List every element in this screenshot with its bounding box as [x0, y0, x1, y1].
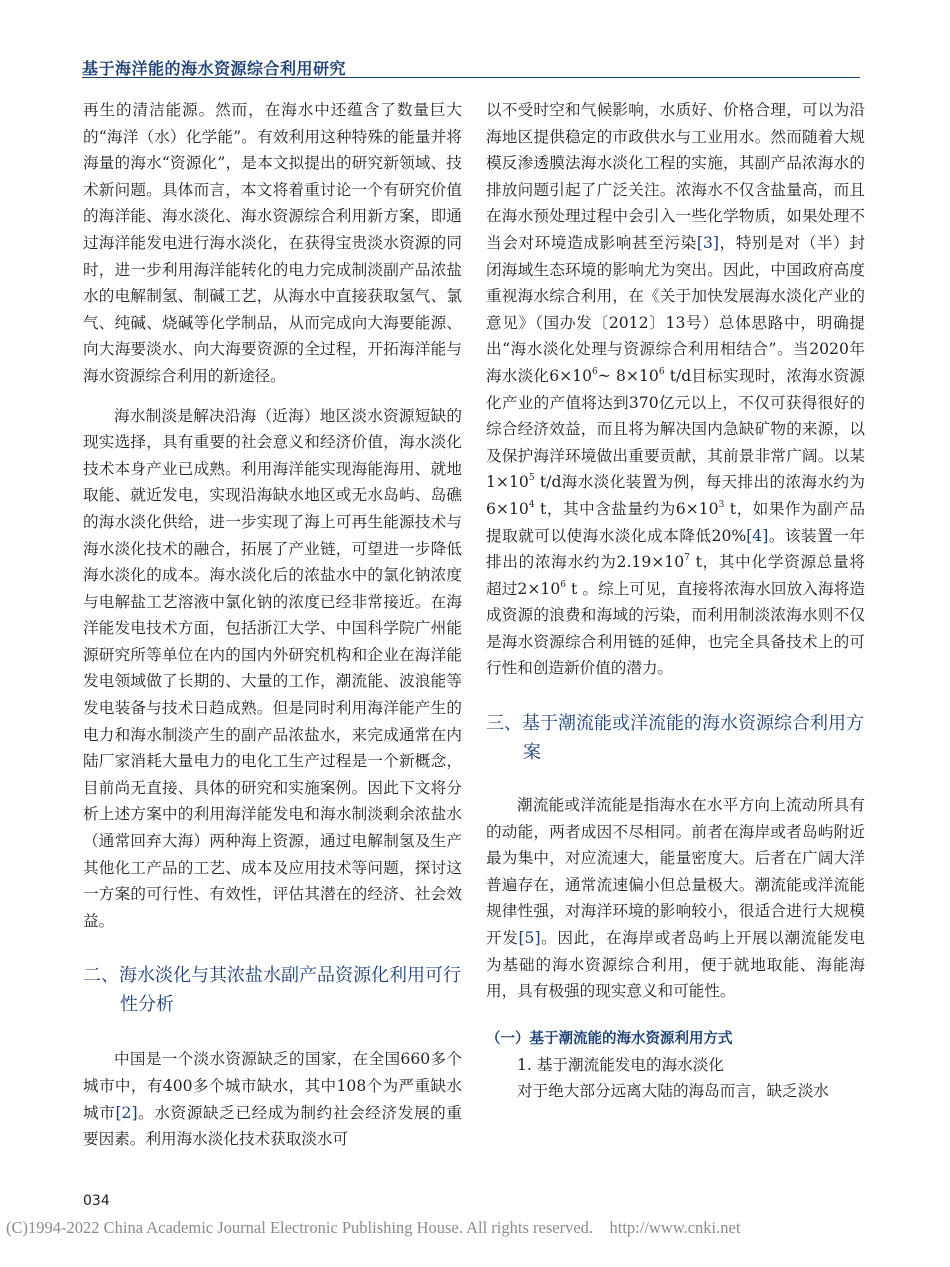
left-paragraph-3: 中国是一个淡水资源缺乏的国家，在全国660多个城市中，有400多个城市缺水，其中108个为严重缺水城市[2]。水资源缺乏已经成为制约社会经济发展的重要因素。利用海水淡化技术获取淡水可 — [83, 1050, 462, 1149]
left-paragraph-2: 海水制淡是解决沿海（近海）地区淡水资源短缺的现实选择，具有重要的社会意义和经济价值，海水淡化技术本身产业已成熟。利用海洋能实现海能海用、就地取能、就近发电，实现沿海缺水地区或无水岛屿、岛礁的海水淡化供给，进一步实现了海上可再生能源技术与海水淡化技术的融合，拓展了产业链，可望进一步降低海水淡化的成本。海水淡化后的浓盐水中的氯化钠浓度与电解盐工艺溶液中氯化钠的浓度已经非常接近。在海洋能发电技术方面，包括浙江大学、中国科学院广州能源研究所等单位在内的国内外研究机构和企业在海洋能发电领域做了长期的、大量的工作，潮流能、波浪能等发电装备与技术日趋成熟。但是同时利用海洋能产生的电力和海水制淡产生的副产品浓盐水，来完成通常在内陆厂家消耗大量电力的电化工生产过程是一个新概念，目前尚无直接、具体的研究和实施案例。因此下文将分析上述方案中的利用海洋能发电和海水制淡剩余浓盐水（通常回弃大海）两种海上资源，通过电解制氢及生产其他化工产品的工艺、成本及应用技术等问题，探讨这一方案的可行性、有效性，评估其潜在的经济、社会效益。 — [83, 406, 462, 930]
sub-subsection-heading: 1. 基于潮流能发电的海水淡化 — [517, 1055, 724, 1074]
right-paragraph-1: 以不受时空和气候影响，水质好、价格合理，可以为沿海地区提供稳定的市政供水与工业用水。然而随着大规模反渗透膜法海水淡化工程的实施，其副产品浓海水的排放问题引起了广泛关注。浓海水不仅含盐量高，而且在海水预处理过程中会引入一些化学物质，如果处理不当会对环境造成影响甚至污染[3]，特别是对（半）封闭海域生态环境的影响尤为突出。因此，中国政府高度重视海水综合利用，在《关于加快发展海水淡化产业的意见》（国办发〔2012〕13号）总体思路中，明确提出“海水淡化处理与资源综合利用相结合”。当2020年海水淡化$6\times 10^6\sim$ $8\times 10^6$ t/d目标实现时，浓海水资源化产业的产值将达到370亿元以上，不仅可获得很好的综合经济效益，而且将为解决国内急缺矿物的来源，以及保护海洋环境做出重要贡献，其前景非常广阔。以某$1\times 10^5$ t/d海水淡化装置为例，每天排出的浓海水约为$6\times 10^4$ t，其中含盐量约为$6\times 10^3$ t，如果作为副产品提取就可以使海水淡化成本降低20%[4]。该装置一年排出的浓海水约为$2.19\times 10^7$ t，其中化学资源总量将超过$2\times 10^6$ t 。综上可见，直接将浓海水回放入海将造成资源的浪费和海域的污染，而利用制淡浓海水则不仅是海水资源综合利用链的延伸，也完全具备技术上的可行性和创造新价值的潜力。 — [486, 101, 865, 678]
subsection-heading: （一）基于潮流能的海水资源利用方式 — [486, 1030, 733, 1047]
section-heading-2: 二、海水淡化与其浓盐水副产品资源化利用可行性分析 — [83, 965, 461, 1016]
header-divider — [82, 77, 860, 78]
page-number: 034 — [83, 1193, 110, 1209]
copyright-footer: (C)1994-2022 China Academic Journal Electronic Publishing House. All rights reserved. http://www.cnki.net — [6, 1218, 741, 1237]
right-paragraph-2: 潮流能或洋流能是指海水在水平方向上流动所具有的动能，两者成因不尽相同。前者在海岸或者岛屿附近最为集中，对应流速大，能量密度大。后者在广阔大洋普遍存在，通常流速偏小但总量极大。潮流能或洋流能规律性强，对海洋环境的影响较小，很适合进行大规模开发[5]。因此，在海岸或者岛屿上开展以潮流能发电为基础的海水资源综合利用，便于就地取能、海能海用，具有极强的现实意义和可能性。 — [486, 796, 865, 1001]
section-heading-3: 三、基于潮流能或洋流能的海水资源综合利用方案 — [486, 713, 864, 764]
citation-2[interactable]: [2] — [115, 1103, 138, 1122]
running-header: 基于海洋能的海水资源综合利用研究 — [82, 59, 347, 78]
citation-5[interactable]: [5] — [518, 929, 541, 948]
right-column — [486, 97, 865, 1105]
left-paragraph-1: 再生的清洁能源。然而，在海水中还蕴含了数量巨大的“海洋（水）化学能”。有效利用这种特殊的能量并将海量的海水“资源化”，是本文拟提出的研究新领域、技术新问题。具体而言，本文将着重讨论一个有研究价值的海洋能、海水淡化、海水资源综合利用新方案，即通过海洋能发电进行海水淡化，在获得宝贵淡水资源的同时，进一步利用海洋能转化的电力完成制淡副产品浓盐水的电解制氢、制碱工艺，从海水中直接获取氢气、氯气、纯碱、烧碱等化学制品，从而完成向大海要能源、向大海要淡水、向大海要资源的全过程，开拓海洋能与海水资源综合利用的新途径。 — [83, 101, 462, 385]
right-paragraph-3: 对于绝大部分远离大陆的海岛而言，缺乏淡水 — [517, 1082, 829, 1101]
citation-3[interactable]: [3] — [696, 233, 719, 252]
citation-4[interactable]: [4] — [746, 526, 769, 545]
left-column — [83, 97, 462, 1153]
